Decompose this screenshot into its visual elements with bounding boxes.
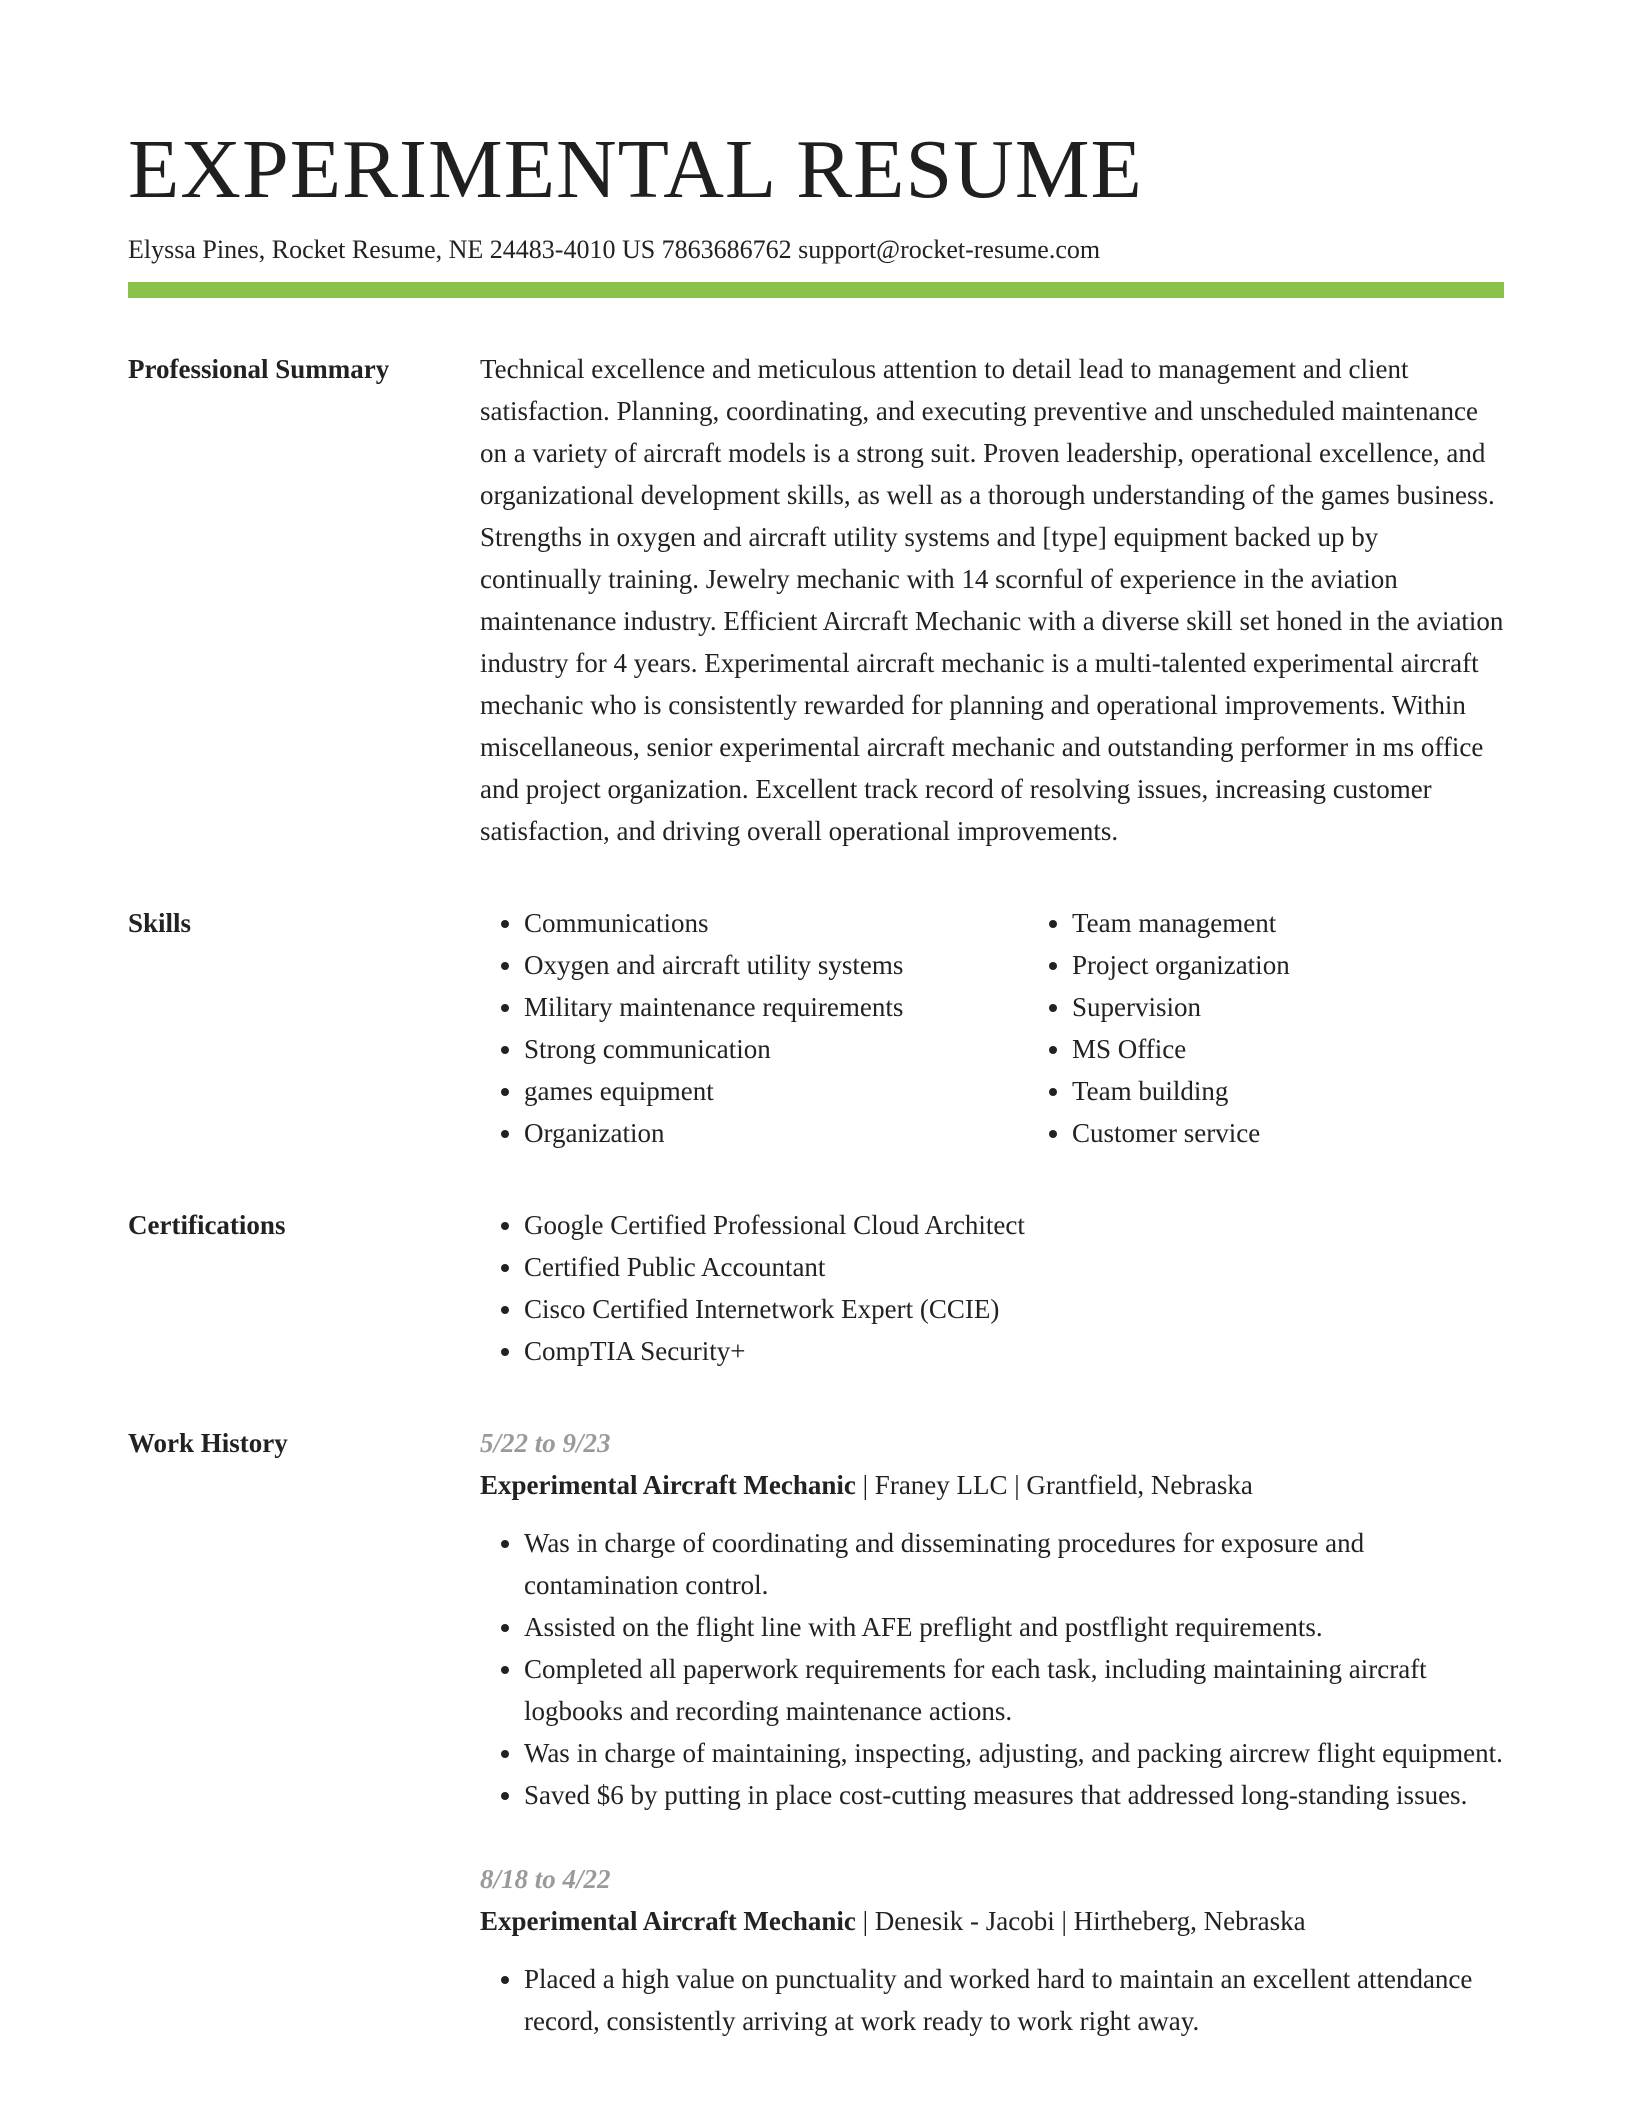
skill-item: • games equipment [524, 1070, 1028, 1112]
contact-line: Elyssa Pines, Rocket Resume, NE 24483-4010 US 7863686762 support@rocket-resume.com [128, 235, 1101, 264]
job-dates: 5/22 to 9/23 [480, 1428, 611, 1458]
summary-text: Technical excellence and meticulous attention to detail lead to management and client satisfaction. Planning, coordinating, and executing preventive and unscheduled maintenance on a variety of aircraft models is a strong suit. Proven leadership, operational excellence, and organizational development skills, as well as a thorough understanding of the games business. Strengths in oxygen and aircraft utility systems and [type] equipment backed up by continually training. Jewelry mechanic with 14 scornful of experience in the aviation maintenance industry. Efficient Aircraft Mechanic with a diverse skill set honed in the aviation industry for 4 years. Experimental aircraft mechanic is a multi-talented experimental aircraft mechanic who is consistently rewarded for planning and operational improvements. Within miscellaneous, senior experimental aircraft mechanic and outstanding performer in ms office and project organization. Excellent track record of resolving issues, increasing customer satisfaction, and driving overall operational improvements. [480, 354, 1504, 846]
job-bullet: • Assisted on the flight line with AFE preflight and postflight requirements. [524, 1606, 1504, 1648]
certifications-list [480, 1204, 1504, 1372]
job-company-line: | Franey LLC | Grantfield, Nebraska [855, 1470, 1253, 1500]
job-title: Experimental Aircraft Mechanic [480, 1470, 856, 1500]
job-bullets [480, 1522, 1504, 1816]
resume-name: EXPERIMENTAL RESUME [128, 123, 1143, 216]
job-dates: 8/18 to 4/22 [480, 1864, 611, 1894]
job-bullet: • Was in charge of maintaining, inspecting, adjusting, and packing aircrew flight equipment. [524, 1732, 1504, 1774]
work-history-content [480, 1422, 1504, 2084]
job-bullet: • Saved $6 by putting in place cost-cutting measures that addressed long-standing issues. [524, 1774, 1504, 1816]
skill-item: • Project organization [1072, 944, 1576, 986]
skill-item: • Military maintenance requirements [524, 986, 1028, 1028]
skill-item: • MS Office [1072, 1028, 1576, 1070]
skill-item: • Team management [1072, 902, 1576, 944]
skill-item: • Organization [524, 1112, 1028, 1154]
summary-section [128, 348, 1504, 852]
job-title: Experimental Aircraft Mechanic [480, 1906, 856, 1936]
certifications-content [480, 1204, 1504, 1372]
certifications-section [128, 1204, 1504, 1372]
certification-item: • CompTIA Security+ [524, 1330, 1504, 1372]
certification-item: • Certified Public Accountant [524, 1246, 1504, 1288]
job-bullets [480, 1958, 1504, 2042]
job-entry [480, 1858, 1504, 2042]
skill-item: • Supervision [1072, 986, 1576, 1028]
job-bullet: • Completed all paperwork requirements for each task, including maintaining aircraft logbooks and recording maintenance actions. [524, 1648, 1504, 1732]
job-company-line: | Denesik - Jacobi | Hirtheberg, Nebraska [855, 1906, 1306, 1936]
certification-item: • Google Certified Professional Cloud Architect [524, 1204, 1504, 1246]
skill-item: • Oxygen and aircraft utility systems [524, 944, 1028, 986]
resume-page [128, 120, 1504, 2084]
skills-list-right [1028, 902, 1576, 1154]
job-entry [480, 1422, 1504, 1816]
skills-grid [480, 902, 1576, 1154]
job-heading-line [480, 1464, 1504, 1506]
skills-heading: Skills [128, 908, 192, 938]
job-bullet: • Was in charge of coordinating and disseminating procedures for exposure and contamination control. [524, 1522, 1504, 1606]
job-heading-line [480, 1900, 1504, 1942]
skills-section [128, 902, 1504, 1154]
skill-item: • Strong communication [524, 1028, 1028, 1070]
summary-heading: Professional Summary [128, 354, 390, 384]
summary-content [480, 348, 1504, 852]
skill-item: • Communications [524, 902, 1028, 944]
skills-list-left [480, 902, 1028, 1154]
certification-item: • Cisco Certified Internetwork Expert (CCIE) [524, 1288, 1504, 1330]
accent-divider [128, 282, 1504, 298]
certifications-heading: Certifications [128, 1210, 286, 1240]
skill-item: • Customer service [1072, 1112, 1576, 1154]
job-bullet: • Placed a high value on punctuality and worked hard to maintain an excellent attendance record, consistently arriving at work ready to work right away. [524, 1958, 1504, 2042]
skills-content [480, 902, 1576, 1154]
work-history-heading: Work History [128, 1428, 288, 1458]
skill-item: • Team building [1072, 1070, 1576, 1112]
work-history-section [128, 1422, 1504, 2084]
